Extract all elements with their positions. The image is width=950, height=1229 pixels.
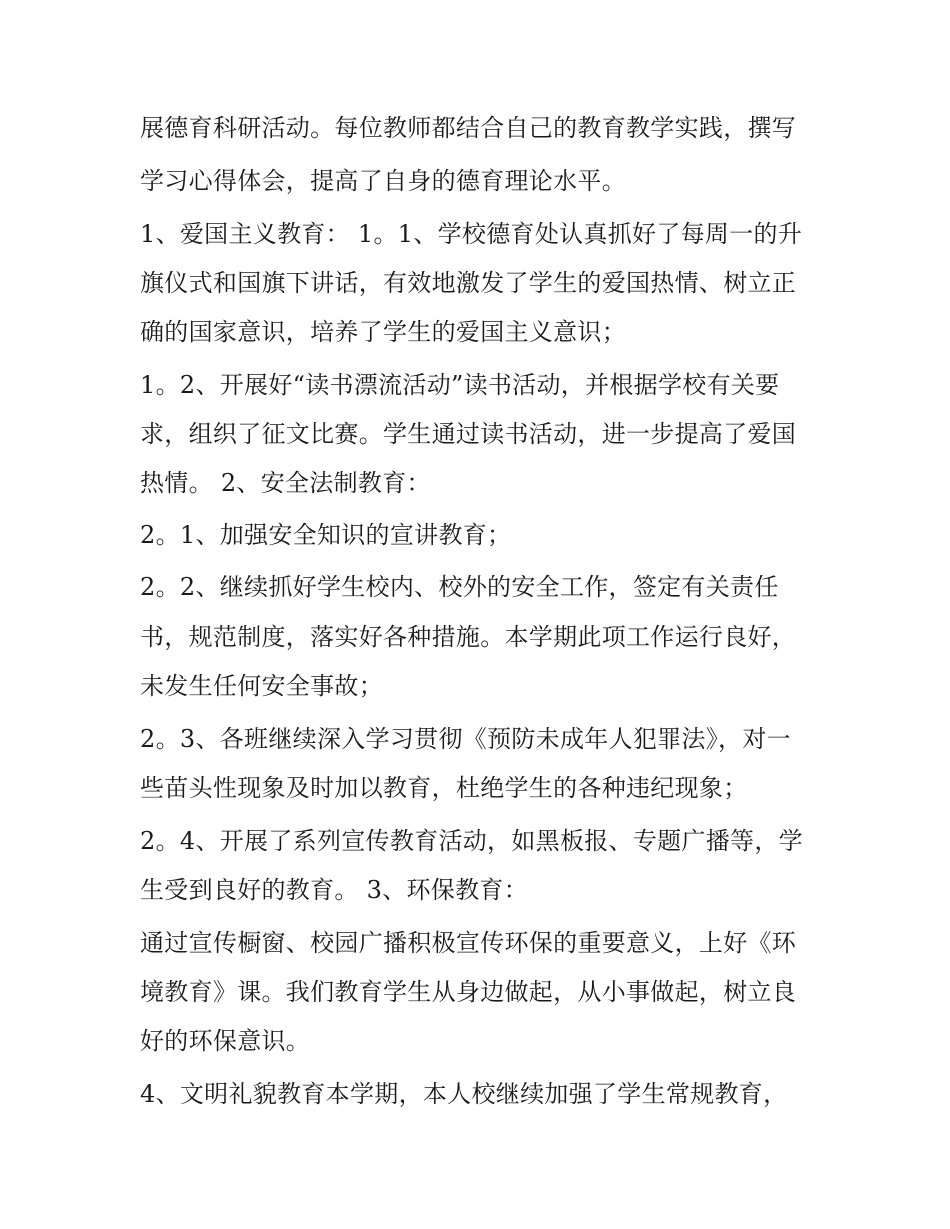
text-line: 些苗头性现象及时加以教育，杜绝学生的各种违纪现象； bbox=[140, 774, 748, 802]
text-line: 2。2、继续抓好学生校内、校外的安全工作，签定有关责任 bbox=[140, 573, 779, 601]
text-line: 2。1、加强安全知识的宣讲教育； bbox=[140, 521, 512, 549]
text-line: 学习心得体会，提高了自身的德育理论水平。 bbox=[140, 167, 626, 195]
text-line: 生受到良好的教育。 3、环保教育： bbox=[140, 876, 528, 904]
text-line: 通过宣传橱窗、校园广播积极宣传环保的重要意义，上好《环 bbox=[140, 929, 797, 957]
text-line: 境教育》课。我们教育学生从身边做起，从小事做起，树立良 bbox=[140, 978, 797, 1006]
text-line: 1。2、开展好“读书漂流活动”读书活动，并根据学校有关要 bbox=[140, 371, 780, 399]
text-line: 1、爱国主义教育： 1。1、学校德育处认真抓好了每周一的升 bbox=[140, 220, 803, 248]
text-line: 2。4、开展了系列宣传教育活动，如黑板报、专题广播等，学 bbox=[140, 827, 803, 855]
text-line: 展德育科研活动。每位教师都结合自己的教育教学实践，撰写 bbox=[140, 114, 797, 142]
text-line: 求，组织了征文比赛。学生通过读书活动，进一步提高了爱国 bbox=[140, 420, 797, 448]
text-line: 旗仪式和国旗下讲话，有效地激发了学生的爱国热情、树立正 bbox=[140, 269, 797, 297]
text-line: 好的环保意识。 bbox=[140, 1027, 311, 1055]
text-line: 未发生任何安全事故； bbox=[140, 672, 383, 700]
text-line: 热情。 2、安全法制教育： bbox=[140, 469, 431, 497]
text-line: 确的国家意识，培养了学生的爱国主义意识； bbox=[140, 318, 626, 346]
text-line: 书，规范制度，落实好各种措施。本学期此项工作运行良好， bbox=[140, 623, 797, 651]
text-line: 4、文明礼貌教育本学期，本人校继续加强了学生常规教育， bbox=[140, 1080, 788, 1108]
text-line: 2。3、各班继续深入学习贯彻《预防未成年人犯罪法》，对一 bbox=[140, 725, 791, 753]
